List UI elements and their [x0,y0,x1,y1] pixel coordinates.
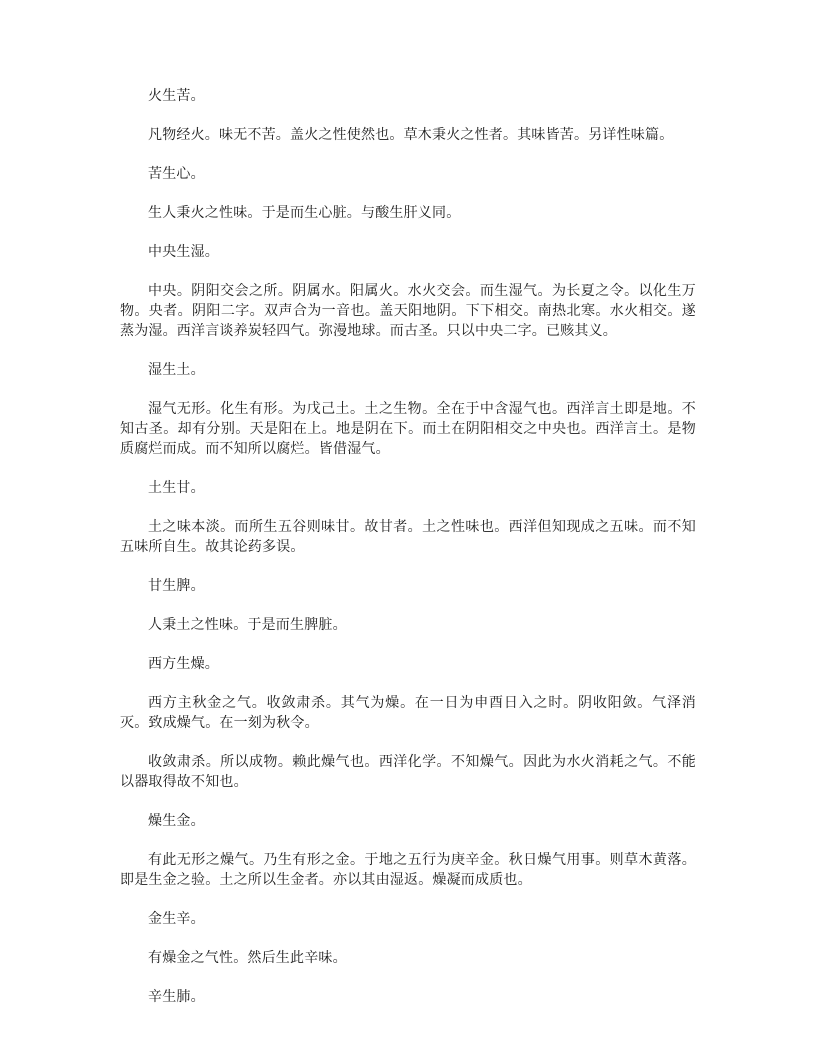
heading-damp-earth: 湿生土。 [148,362,205,378]
paragraph-metal-pungent: 有燥金之气性。然后生此辛味。 [148,950,347,966]
heading-metal-pungent: 金生辛。 [148,911,205,927]
paragraph-bitter-heart: 生人秉火之性味。于是而生心脏。与酸生肝义同。 [148,205,461,221]
heading-dry-metal: 燥生金。 [148,813,205,829]
heading-earth-sweet: 土生甘。 [148,480,205,496]
document-page [120,86,696,1026]
heading-bitter-heart: 苦生心。 [148,166,205,182]
paragraph-fire-bitter: 凡物经火。味无不苦。盖火之性使然也。草木秉火之性者。其味皆苦。另详性味篇。 [148,127,674,143]
heading-center-damp: 中央生湿。 [148,244,219,260]
paragraph-earth-sweet: 土之味本淡。而所生五谷则味甘。故甘者。土之性味也。西洋但知现成之五味。而不知五味所自生。故其论药多误。 [120,519,696,555]
paragraph-damp-earth: 湿气无形。化生有形。为戊己土。土之生物。全在于中含湿气也。西洋言土即是地。不知古圣。却有分别。天是阳在上。地是阴在下。而土在阴阳相交之中央也。西洋言土。是物质腐烂而成。而不知所以腐烂。皆借湿气。 [120,401,696,457]
paragraph-dry-metal: 有此无形之燥气。乃生有形之金。于地之五行为庚辛金。秋日燥气用事。则草木黄落。即是生金之验。土之所以生金者。亦以其由湿返。燥凝而成质也。 [120,852,696,888]
heading-pungent-lung: 辛生肺。 [148,989,205,1005]
paragraph-center-damp: 中央。阴阳交会之所。阴属水。阳属火。水火交会。而生湿气。为长夏之令。以化生万物。央者。阴阳二字。双声合为一音也。盖天阳地阴。下下相交。南热北寒。水火相交。遂蒸为湿。西洋言谈养炭轻四气。弥漫地球。而古圣。只以中央二字。已赅其义。 [120,283,696,339]
heading-west-dry: 西方生燥。 [148,656,219,672]
heading-sweet-spleen: 甘生脾。 [148,578,205,594]
paragraph-west-dry: 西方主秋金之气。收敛肃杀。其气为燥。在一日为申酉日入之时。阴收阳敛。气泽消灭。致成燥气。在一刻为秋令。 [120,695,696,731]
heading-fire-bitter: 火生苦。 [148,88,205,104]
paragraph-dry-force: 收敛肃杀。所以成物。赖此燥气也。西洋化学。不知燥气。因此为水火消耗之气。不能以器取得故不知也。 [120,754,696,790]
paragraph-sweet-spleen: 人秉土之性味。于是而生脾脏。 [148,617,347,633]
